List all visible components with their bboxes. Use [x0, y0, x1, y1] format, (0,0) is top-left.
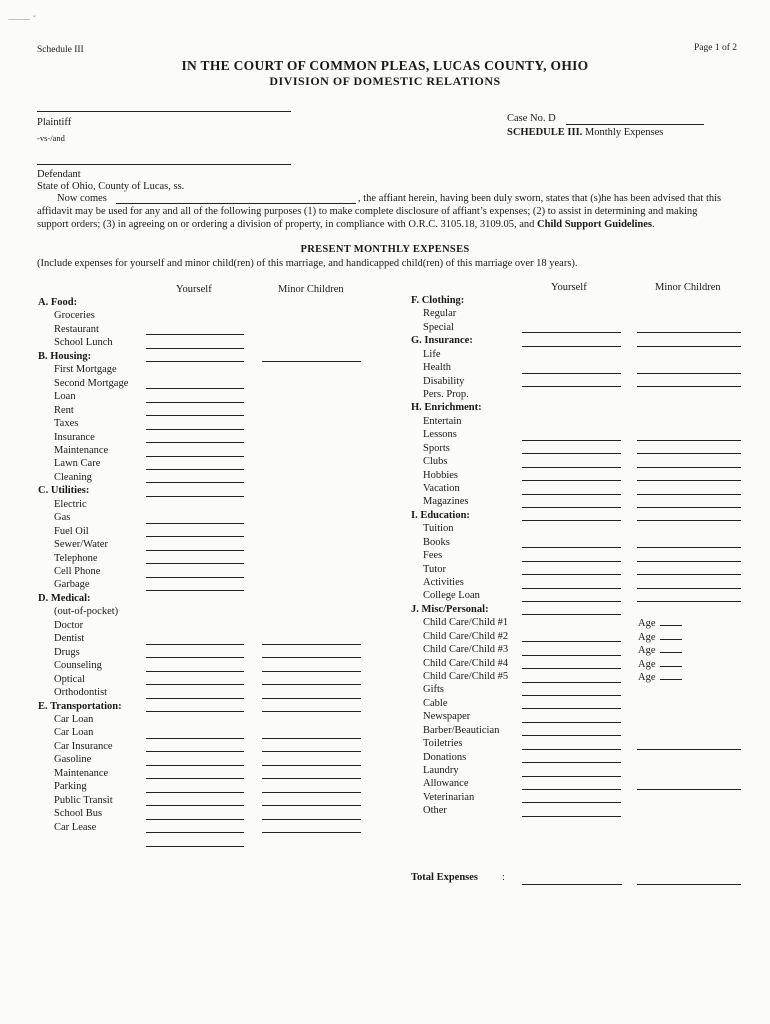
right-yourself-field-barber-beautician[interactable]	[522, 749, 621, 750]
right-yourself-field-books[interactable]	[522, 561, 621, 562]
right-item-vacation: Vacation	[423, 483, 460, 495]
age-field[interactable]	[638, 617, 682, 629]
right-col-yourself: Yourself	[551, 282, 587, 293]
right-yourself-field-regular[interactable]	[522, 332, 621, 333]
left-item-optical: Optical	[54, 673, 85, 685]
left-item-electric: Electric	[54, 498, 87, 510]
child-support-guidelines: Child Support Guidelines	[537, 219, 652, 230]
right-yourself-field-gifts[interactable]	[522, 708, 621, 709]
left-yourself-field-dentist[interactable]	[146, 657, 244, 658]
right-yourself-field-life[interactable]	[522, 373, 621, 374]
right-yourself-field-newspaper[interactable]	[522, 735, 621, 736]
left-item-loan: Loan	[54, 391, 76, 403]
age-label: Age	[638, 645, 656, 657]
right-children-field-regular[interactable]	[637, 332, 741, 333]
case-number-label: Case No. D	[507, 113, 556, 124]
right-yourself-field-tuition[interactable]	[522, 547, 621, 548]
age-input-line[interactable]	[660, 671, 682, 680]
left-children-field-counseling[interactable]	[262, 684, 361, 685]
left-item-school-bus: School Bus	[54, 808, 103, 820]
left-yourself-field-restaurant[interactable]	[146, 348, 244, 349]
right-item-clubs: Clubs	[423, 456, 448, 468]
left-yourself-field-cell-phone[interactable]	[146, 590, 244, 591]
section-instruction: (Include expenses for yourself and minor child(ren) of this marriage, and handicapped child(ren) of this marriage over 18 years).	[37, 258, 578, 269]
age-field[interactable]	[638, 658, 682, 670]
left-yourself-field-orthodontist[interactable]	[146, 711, 244, 712]
right-yourself-field-special[interactable]	[522, 346, 621, 347]
right-children-field-lessons[interactable]	[637, 453, 741, 454]
affiant-line-1: , the affiant herein, having been duly sworn, states that (s)he has been advised that this	[358, 193, 722, 204]
right-yourself-field-allowance[interactable]	[522, 802, 621, 803]
right-yourself-field-toiletries[interactable]	[522, 762, 621, 763]
left-yourself-field-car-loan[interactable]	[146, 738, 244, 739]
right-item-child-care-child-2: Child Care/Child #2	[423, 630, 509, 642]
age-label: Age	[638, 631, 656, 643]
left-item-drugs: Drugs	[54, 646, 80, 658]
right-item-life: Life	[423, 348, 441, 360]
right-item-child-care-child-1: Child Care/Child #1	[423, 617, 509, 629]
right-yourself-field-child-care-child-4[interactable]	[522, 682, 621, 683]
age-label: Age	[638, 618, 656, 630]
left-item-car-loan: Car Loan	[54, 727, 94, 739]
left-yourself-field-gas[interactable]	[146, 536, 244, 537]
right-yourself-field-veterinarian[interactable]	[522, 816, 621, 817]
right-item-laundry: Laundry	[423, 765, 459, 777]
right-item-f-clothing: F. Clothing:	[411, 295, 465, 306]
right-yourself-field-laundry[interactable]	[522, 789, 621, 790]
left-yourself-field-first-mortgage[interactable]	[146, 388, 244, 389]
right-item-child-care-child-4: Child Care/Child #4	[423, 657, 509, 669]
left-yourself-field-gasoline[interactable]	[146, 778, 244, 779]
defendant-label: Defendant	[37, 169, 81, 180]
left-item-car-insurance: Car Insurance	[54, 740, 113, 752]
right-children-field-vacation[interactable]	[637, 507, 741, 508]
state-county: State of Ohio, County of Lucas, ss.	[37, 181, 185, 192]
left-yourself-field-doctor[interactable]	[146, 644, 244, 645]
right-item-i-education: I. Education:	[411, 509, 470, 521]
left-item-d-medical: D. Medical:	[38, 592, 91, 604]
left-item-second-mortgage: Second Mortgage	[54, 377, 129, 389]
right-children-field-books[interactable]	[637, 561, 741, 562]
left-yourself-field-public-transit[interactable]	[146, 819, 244, 820]
left-item-taxes: Taxes	[54, 418, 79, 430]
court-title: IN THE COURT OF COMMON PLEAS, LUCAS COUNTY, OHIO	[181, 58, 589, 73]
left-item-cell-phone: Cell Phone	[54, 566, 101, 577]
left-yourself-field-rent[interactable]	[146, 429, 244, 430]
right-yourself-field-hobbies[interactable]	[522, 494, 621, 495]
left-yourself-field-lawn-care[interactable]	[146, 482, 244, 483]
left-item-telephone: Telephone	[54, 552, 98, 564]
now-comes: Now comes	[57, 193, 107, 204]
right-item-health: Health	[423, 362, 451, 374]
left-col-yourself: Yourself	[176, 284, 212, 295]
left-item-c-utilities: C. Utilities:	[38, 485, 90, 497]
left-yourself-field-fuel-oil[interactable]	[146, 550, 244, 551]
left-item-a-food: A. Food:	[38, 297, 78, 308]
left-children-field-public-transit[interactable]	[262, 819, 361, 820]
left-item-fuel-oil: Fuel Oil	[54, 525, 89, 537]
left-children-field-parking[interactable]	[262, 805, 361, 806]
left-yourself-field-second-mortgage[interactable]	[146, 402, 244, 403]
right-item-g-insurance: G. Insurance:	[411, 335, 473, 347]
age-field[interactable]	[638, 671, 682, 683]
right-yourself-field-college-loan[interactable]	[522, 614, 621, 615]
left-children-field-orthodontist[interactable]	[262, 711, 361, 712]
left-yourself-field-cleaning[interactable]	[146, 496, 244, 497]
left-yourself-field-sewer-water[interactable]	[146, 563, 244, 564]
left-item-car-lease: Car Lease	[54, 821, 97, 833]
left-item-lawn-care: Lawn Care	[54, 458, 101, 470]
left-item-groceries: Groceries	[54, 310, 95, 322]
left-item-first-mortgage: First Mortgage	[54, 364, 117, 376]
right-item-barber-beautician: Barber/Beautician	[423, 724, 500, 736]
right-item-gifts: Gifts	[423, 684, 444, 696]
left-item-car-loan: Car Loan	[54, 713, 94, 725]
left-item-school-lunch: School Lunch	[54, 337, 113, 349]
right-item-college-loan: College Loan	[423, 590, 480, 602]
right-item-sports: Sports	[423, 442, 450, 454]
right-children-field-clubs[interactable]	[637, 480, 741, 481]
left-item-dentist: Dentist	[54, 633, 85, 645]
left-item-b-housing: B. Housing:	[38, 350, 92, 362]
right-children-field-barber-beautician[interactable]	[637, 749, 741, 750]
right-item-cable: Cable	[423, 697, 448, 709]
left-yourself-field-school-lunch[interactable]	[146, 361, 244, 362]
left-children-field-drugs[interactable]	[262, 671, 361, 672]
left-children-field-dentist[interactable]	[262, 657, 361, 658]
right-item-donations: Donations	[423, 751, 467, 763]
left-item-e-transportation: E. Transportation:	[38, 700, 122, 712]
affiant-line-3-end: .	[652, 219, 655, 230]
left-yourself-field-car-insurance[interactable]	[146, 765, 244, 766]
total-children-field[interactable]	[637, 884, 741, 885]
right-item-toiletries: Toiletries	[423, 738, 463, 750]
left-yourself-field-taxes[interactable]	[146, 442, 244, 443]
affiant-line-3-text: support orders; (3) in agreeing on or ordering a division of property, in compliance with O.R.C. 3105.18, 3109.05, and	[37, 219, 535, 230]
page-number: Page 1 of 2	[694, 43, 738, 53]
right-item-child-care-child-3: Child Care/Child #3	[423, 644, 509, 656]
right-children-field-sports[interactable]	[637, 467, 741, 468]
defendant-line[interactable]	[37, 164, 291, 165]
right-children-field-health[interactable]	[637, 386, 741, 387]
total-colon: :	[502, 872, 505, 883]
left-yourself-field-insurance[interactable]	[146, 456, 244, 457]
left-item-restaurant: Restaurant	[54, 323, 99, 335]
left-children-field-school-bus[interactable]	[262, 832, 361, 833]
age-input-line[interactable]	[660, 617, 682, 626]
left-item-cleaning: Cleaning	[54, 471, 92, 483]
right-item-veterinarian: Veterinarian	[423, 791, 475, 803]
vs-label: -vs-/and	[37, 133, 65, 143]
left-item-doctor: Doctor	[54, 619, 84, 631]
right-children-field-fees[interactable]	[637, 574, 741, 575]
right-item-magazines: Magazines	[423, 496, 469, 508]
right-item-special: Special	[423, 321, 454, 333]
left-children-field-doctor[interactable]	[262, 644, 361, 645]
right-item-fees: Fees	[423, 550, 443, 562]
affiant-name-field[interactable]	[116, 203, 356, 204]
section-heading: PRESENT MONTHLY EXPENSES	[300, 244, 470, 255]
left-yourself-field-car-loan[interactable]	[146, 751, 244, 752]
left-children-field-gasoline[interactable]	[262, 778, 361, 779]
left-children-field-car-insurance[interactable]	[262, 765, 361, 766]
right-children-field-activities[interactable]	[637, 601, 741, 602]
left-yourself-field-car-lease[interactable]	[146, 846, 244, 847]
division-title: DIVISION OF DOMESTIC RELATIONS	[269, 74, 501, 88]
left-children-field-car-loan[interactable]	[262, 738, 361, 739]
right-yourself-field-child-care-child-2[interactable]	[522, 655, 621, 656]
right-children-field-hobbies[interactable]	[637, 494, 741, 495]
schedule-title	[507, 127, 663, 138]
left-yourself-field-counseling[interactable]	[146, 684, 244, 685]
right-yourself-field-tutor[interactable]	[522, 588, 621, 589]
right-yourself-field-child-care-child-5[interactable]	[522, 695, 621, 696]
left-item-gasoline: Gasoline	[54, 754, 92, 766]
left-yourself-field-parking[interactable]	[146, 805, 244, 806]
left-item-out-of-pocket: (out-of-pocket)	[54, 606, 119, 618]
left-item-garbage: Garbage	[54, 579, 90, 591]
right-yourself-field-cable[interactable]	[522, 722, 621, 723]
right-children-field-tutor[interactable]	[637, 588, 741, 589]
left-yourself-field-telephone[interactable]	[146, 577, 244, 578]
affiant-line-3	[37, 219, 655, 230]
right-item-other: Other	[423, 805, 447, 817]
left-children-field-optical[interactable]	[262, 698, 361, 699]
age-field[interactable]	[638, 631, 682, 643]
age-input-line[interactable]	[660, 644, 682, 653]
schedule-title-desc: Monthly Expenses	[584, 127, 664, 138]
age-label: Age	[638, 658, 656, 670]
plaintiff-label: Plaintiff	[37, 117, 72, 128]
left-yourself-field-school-bus[interactable]	[146, 832, 244, 833]
right-yourself-field-fees[interactable]	[522, 574, 621, 575]
total-expenses-label: Total Expenses	[411, 872, 479, 883]
right-item-tutor: Tutor	[423, 563, 446, 575]
age-input-line[interactable]	[660, 658, 682, 667]
right-col-children: Minor Children	[655, 282, 721, 293]
left-yourself-field-loan[interactable]	[146, 415, 244, 416]
right-yourself-field-health[interactable]	[522, 386, 621, 387]
left-yourself-field-drugs[interactable]	[146, 671, 244, 672]
right-item-lessons: Lessons	[423, 429, 457, 441]
right-yourself-field-activities[interactable]	[522, 601, 621, 602]
schedule-label: Schedule III	[37, 45, 84, 55]
left-item-sewer-water: Sewer/Water	[54, 539, 108, 551]
right-yourself-field-sports[interactable]	[522, 467, 621, 468]
left-children-field-school-lunch[interactable]	[262, 361, 361, 362]
right-item-j-misc-personal: J. Misc/Personal:	[411, 603, 489, 615]
left-item-maintenance: Maintenance	[54, 767, 109, 779]
right-yourself-field-vacation[interactable]	[522, 507, 621, 508]
right-item-child-care-child-5: Child Care/Child #5	[423, 671, 509, 683]
right-item-newspaper: Newspaper	[423, 711, 471, 723]
left-item-public-transit: Public Transit	[54, 794, 113, 806]
left-yourself-field-electric[interactable]	[146, 523, 244, 524]
right-children-field-tuition[interactable]	[637, 547, 741, 548]
right-yourself-field-child-care-child-3[interactable]	[522, 668, 621, 669]
left-item-insurance: Insurance	[54, 431, 95, 443]
right-children-field-magazines[interactable]	[637, 520, 741, 521]
left-item-maintenance: Maintenance	[54, 444, 109, 456]
left-children-field-car-loan[interactable]	[262, 751, 361, 752]
right-item-hobbies: Hobbies	[423, 469, 458, 481]
scan-mark: ⸻ ˘	[8, 14, 36, 24]
right-item-books: Books	[423, 536, 450, 548]
right-yourself-field-entertain[interactable]	[522, 440, 621, 441]
right-item-regular: Regular	[423, 308, 457, 320]
right-children-field-laundry[interactable]	[637, 789, 741, 790]
right-item-pers-prop: Pers. Prop.	[423, 389, 469, 400]
right-item-activities: Activities	[423, 577, 464, 589]
left-yourself-field-maintenance[interactable]	[146, 792, 244, 793]
age-input-line[interactable]	[660, 631, 682, 640]
left-item-gas: Gas	[54, 512, 71, 524]
right-yourself-field-clubs[interactable]	[522, 480, 621, 481]
left-item-orthodontist: Orthodontist	[54, 687, 108, 699]
right-yourself-field-donations[interactable]	[522, 776, 621, 777]
right-item-h-enrichment: H. Enrichment:	[411, 402, 482, 414]
right-item-allowance: Allowance	[423, 778, 469, 790]
right-item-entertain: Entertain	[423, 415, 462, 427]
schedule-title-bold: SCHEDULE III.	[507, 127, 583, 138]
left-yourself-field-maintenance[interactable]	[146, 469, 244, 470]
total-yourself-field[interactable]	[522, 884, 622, 885]
plaintiff-line[interactable]	[37, 111, 291, 112]
right-children-field-entertain[interactable]	[637, 440, 741, 441]
right-yourself-field-child-care-child-1[interactable]	[522, 641, 621, 642]
left-yourself-field-groceries[interactable]	[146, 334, 244, 335]
right-yourself-field-magazines[interactable]	[522, 520, 621, 521]
left-children-field-maintenance[interactable]	[262, 792, 361, 793]
right-yourself-field-lessons[interactable]	[522, 453, 621, 454]
affiant-line-2: affidavit may be used for any and all of the following purposes (1) to make complete disclosure of affiant’s expenses; (2) to assist in determining and making	[37, 206, 698, 217]
case-number-field[interactable]	[566, 124, 704, 125]
right-item-disability: Disability	[423, 375, 465, 387]
right-children-field-life[interactable]	[637, 373, 741, 374]
age-field[interactable]	[638, 644, 682, 656]
left-item-counseling: Counseling	[54, 660, 102, 672]
age-label: Age	[638, 672, 656, 684]
right-children-field-special[interactable]	[637, 346, 741, 347]
left-item-rent: Rent	[54, 404, 74, 416]
left-col-children: Minor Children	[278, 284, 344, 295]
left-yourself-field-optical[interactable]	[146, 698, 244, 699]
left-item-parking: Parking	[54, 781, 87, 793]
right-item-tuition: Tuition	[423, 523, 454, 535]
